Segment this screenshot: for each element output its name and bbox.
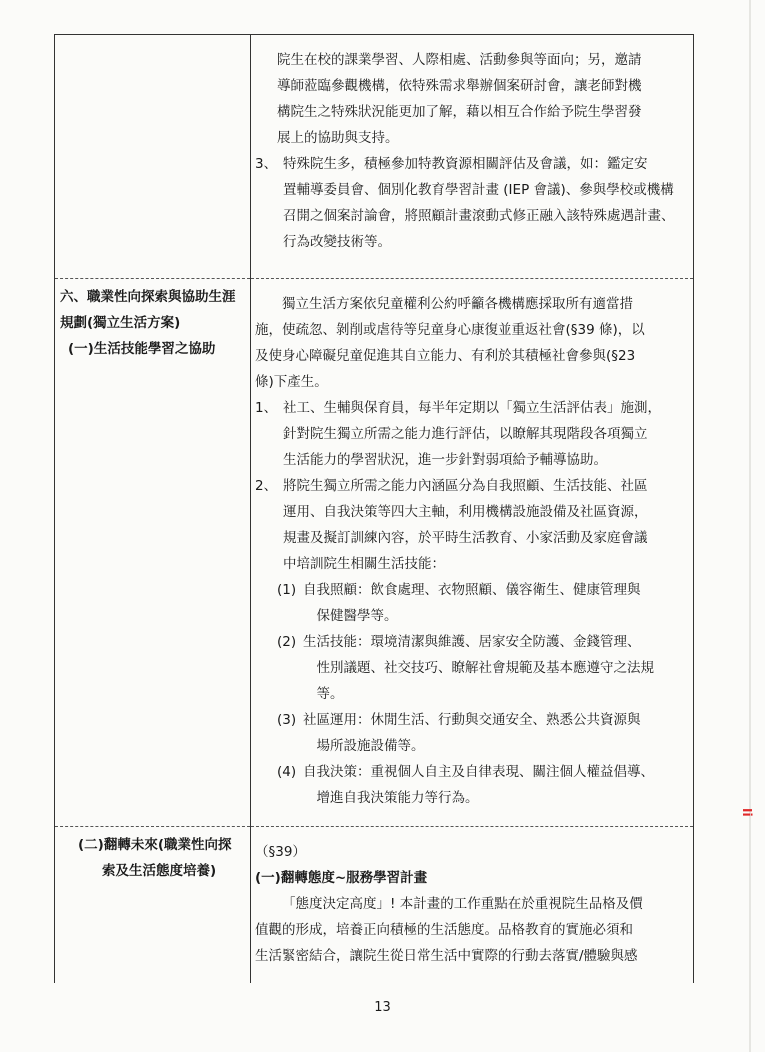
plan-paragraph [255,891,679,969]
text-line: 將院生獨立所需之能力內涵區分為自我照顧、生活技能、社區 [283,478,648,494]
left-cell-empty [55,35,251,279]
table-row [55,827,694,984]
right-cell-continuation [251,35,694,279]
text-line: 導師蒞臨參觀機構，依特殊需求舉辦個案研討會，讓老師對機 [277,78,642,94]
text-line: 社區運用：休閒生活、行動與交通安全、熟悉公共資源與 [303,712,641,728]
text-line: 場所設施設備等。 [316,738,425,754]
text-line: 等。 [316,686,344,702]
sub-item-2 [255,629,679,707]
text-line: 社工、生輔與保育員，每半年定期以「獨立生活評估表」施測， [283,400,661,416]
sub-item-number: (3) [277,712,297,728]
section-heading-cont: 索及生活態度培養) [102,863,217,879]
text-line: 針對院生獨立所需之能力進行評估，以瞭解其現階段各項獨立 [283,426,648,442]
text-line: 「態度決定高度」! 本計畫的工作重點在於重視院生品格及價 [282,896,643,912]
section-reference: （§39） [255,844,306,860]
sub-item-number: (1) [277,582,297,598]
text-line: 自我決策：重視個人自主及自律表現、關注個人權益倡導、 [303,764,654,780]
subsection-heading: (一)生活技能學習之協助 [68,341,216,357]
text-line: 保健醫學等。 [316,608,398,624]
item-text [283,151,679,255]
content-table [54,34,694,983]
sub-item-text [303,759,679,811]
item-text [283,395,679,473]
text-line: 條)下產生。 [255,374,328,390]
text-line: 自我照顧：飲食處理、衣物照顧、儀容衛生、健康管理與 [303,582,641,598]
sub-item-number: (4) [277,764,297,780]
text-line: 行為改變技術等。 [283,234,391,250]
text-line: 獨立生活方案依兒童權利公約呼籲各機構應採取所有適當措 [282,296,633,312]
text-line: 生活緊密結合，讓院生從日常生活中實際的行動去落實/體驗與感 [255,948,638,964]
heading-line: 六、職業性向探索與協助生涯 [60,289,236,305]
text-line: 展上的協助與支持。 [277,130,399,146]
item-number: 2、 [255,478,278,494]
text-line: 性別議題、社交技巧、瞭解社會規範及基本應遵守之法規 [316,660,654,676]
text-line: 值觀的形成，培養正向積極的生活態度。品格教育的實施必須和 [255,922,633,938]
item-text [283,473,679,577]
text-line: 特殊院生多，積極參加特教資源相關評估及會議，如：鑑定安 [283,156,648,172]
text-line: 召開之個案討論會，將照顧計畫滾動式修正融入該特殊處遇計畫、 [283,208,675,224]
red-edge-mark: Ii [740,808,754,817]
item-number: 1、 [255,400,278,416]
right-cell-section-six [251,279,694,827]
list-item-1 [255,395,679,473]
sub-item-number: (2) [277,634,297,650]
plan-heading: (一)翻轉態度~服務學習計畫 [255,870,428,886]
sub-item-4 [255,759,679,811]
table-row [55,279,694,827]
intro-paragraph [255,291,679,395]
text-line: 增進自我決策能力等行為。 [316,790,479,806]
text-line: 中培訓院生相關生活技能： [283,556,445,572]
sub-item-3 [255,707,679,759]
list-item-2 [255,473,679,577]
heading-line: 規劃(獨立生活方案) [60,315,181,331]
sub-item-text [303,707,679,759]
right-cell-section-two [251,827,694,984]
text-line: 規畫及擬訂訓練內容，於平時生活教育、小家活動及家庭會議 [283,530,648,546]
table-row [55,35,694,279]
text-line: 構院生之特殊狀況能更加了解，藉以相互合作給予院生學習發 [277,104,642,120]
list-item-3 [255,151,679,255]
page-number: 13 [374,1000,391,1015]
text-line: 施，使疏忽、剝削或虐待等兒童身心康復並重返社會(§39 條)，以 [255,322,645,338]
left-cell-section-six [55,279,251,827]
text-line: 生活技能：環境清潔與維護、居家安全防護、金錢管理、 [303,634,641,650]
sub-item-text [303,629,679,707]
text-line: 及使身心障礙兒童促進其自立能力、有利於其積極社會參與(§23 [255,348,636,364]
left-cell-section-two [55,827,251,984]
text-line: 運用、自我決策等四大主軸，利用機構設施設備及社區資源， [283,504,648,520]
continuation-paragraph [255,47,679,151]
section-heading [58,279,250,336]
text-line: 生活能力的學習狀況，進一步針對弱項給予輔導協助。 [283,452,607,468]
item-number: 3、 [255,156,278,172]
section-heading: (二)翻轉未來(職業性向探 [78,837,232,853]
text-line: 置輔導委員會、個別化教育學習計畫 (IEP 會議)、參與學校或機構 [283,182,674,198]
sub-item-text [303,577,679,629]
sub-item-1 [255,577,679,629]
text-line: 院生在校的課業學習、人際相處、活動參與等面向；另，邀請 [277,52,642,68]
page-edge-shadow [749,0,751,1052]
